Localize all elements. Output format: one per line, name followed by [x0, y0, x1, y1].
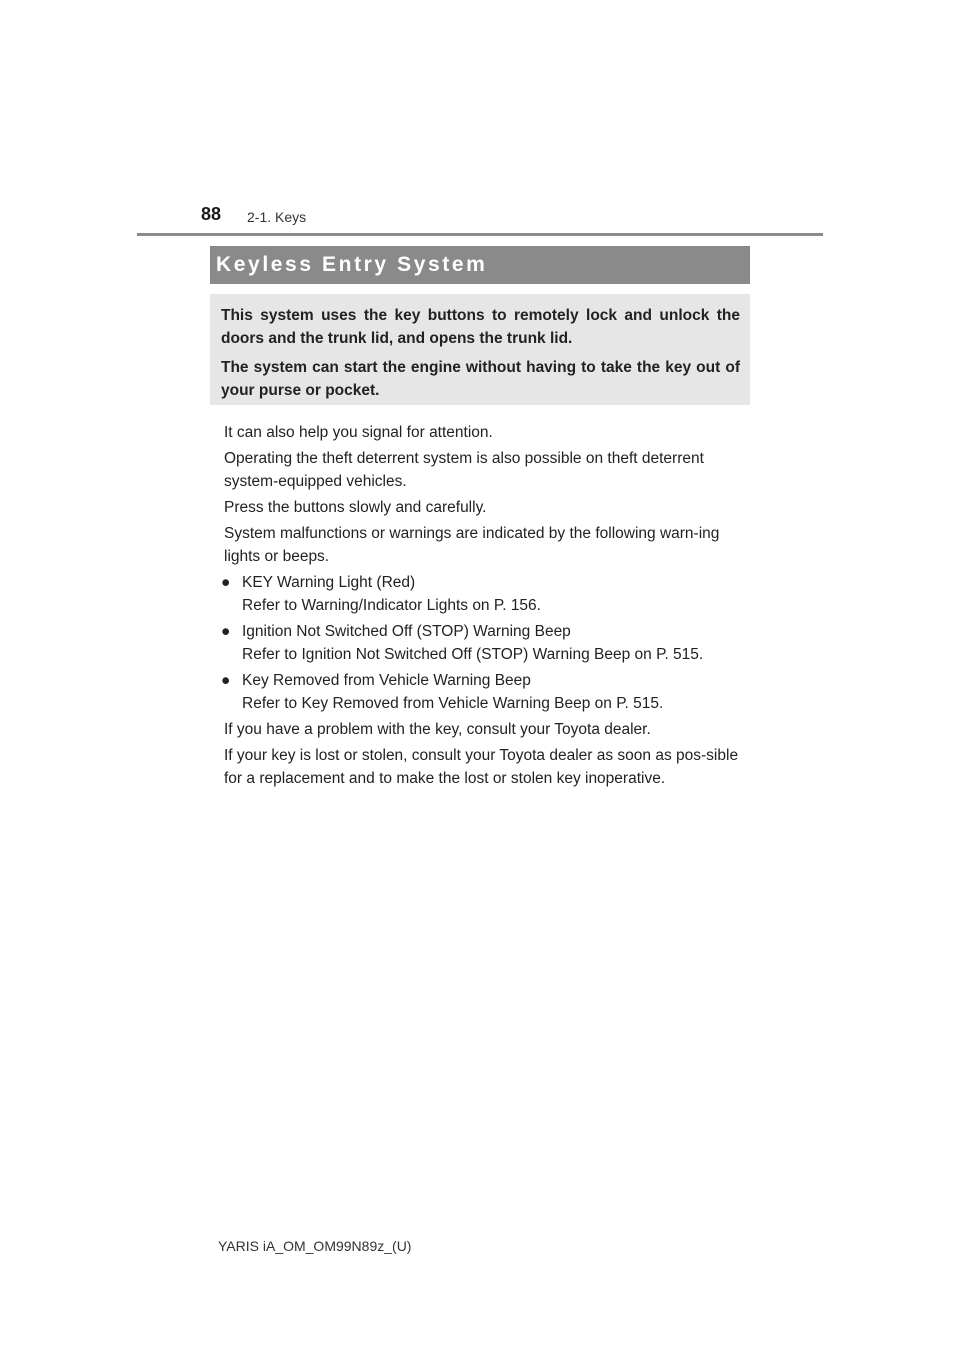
- bullet-title: KEY Warning Light (Red): [242, 574, 416, 591]
- bullet-item: [221, 571, 748, 617]
- bullet-title: Ignition Not Switched Off (STOP) Warning Beep: [242, 623, 571, 640]
- bullet-icon: ●: [221, 623, 231, 640]
- header-divider: [137, 233, 823, 236]
- body-paragraph: If you have a problem with the key, consult your Toyota dealer.: [224, 721, 651, 738]
- intro-paragraph: This system uses the key buttons to remotely lock and unlock the doors and the trunk lid, and opens the trunk lid.: [221, 307, 740, 347]
- bullet-icon: ●: [221, 672, 231, 689]
- intro-paragraph: The system can start the engine without having to take the key out of your purse or pocket.: [221, 359, 740, 399]
- footer-model-code: YARIS iA_OM_OM99N89z_(U): [218, 1238, 412, 1254]
- bullet-icon: ●: [221, 574, 231, 591]
- bullet-item: [221, 669, 748, 715]
- section-title: Keyless Entry System: [216, 253, 488, 276]
- body-paragraph: If your key is lost or stolen, consult your Toyota dealer as soon as pos-sible for a replacement and to make the lost or stolen key inoperative.: [224, 747, 739, 787]
- bullet-reference: Refer to Ignition Not Switched Off (STOP) Warning Beep on P. 515.: [242, 646, 704, 663]
- section-label: 2-1. Keys: [247, 209, 307, 225]
- bullet-item: [221, 620, 748, 666]
- body-paragraph: Press the buttons slowly and carefully.: [224, 499, 487, 516]
- body-content: [221, 421, 748, 793]
- body-paragraph: It can also help you signal for attention.: [224, 424, 493, 441]
- bullet-reference: Refer to Warning/Indicator Lights on P. 156.: [242, 597, 541, 614]
- bullet-reference: Refer to Key Removed from Vehicle Warning Beep on P. 515.: [242, 695, 664, 712]
- page-number: 88: [201, 204, 222, 224]
- bullet-title: Key Removed from Vehicle Warning Beep: [242, 672, 531, 689]
- body-paragraph: Operating the theft deterrent system is also possible on theft deterrent system-equipped vehicles.: [224, 450, 704, 490]
- section-title-bar: [210, 246, 750, 284]
- intro-box: [210, 294, 750, 405]
- body-paragraph: System malfunctions or warnings are indicated by the following warn-ing lights or beeps.: [224, 525, 720, 565]
